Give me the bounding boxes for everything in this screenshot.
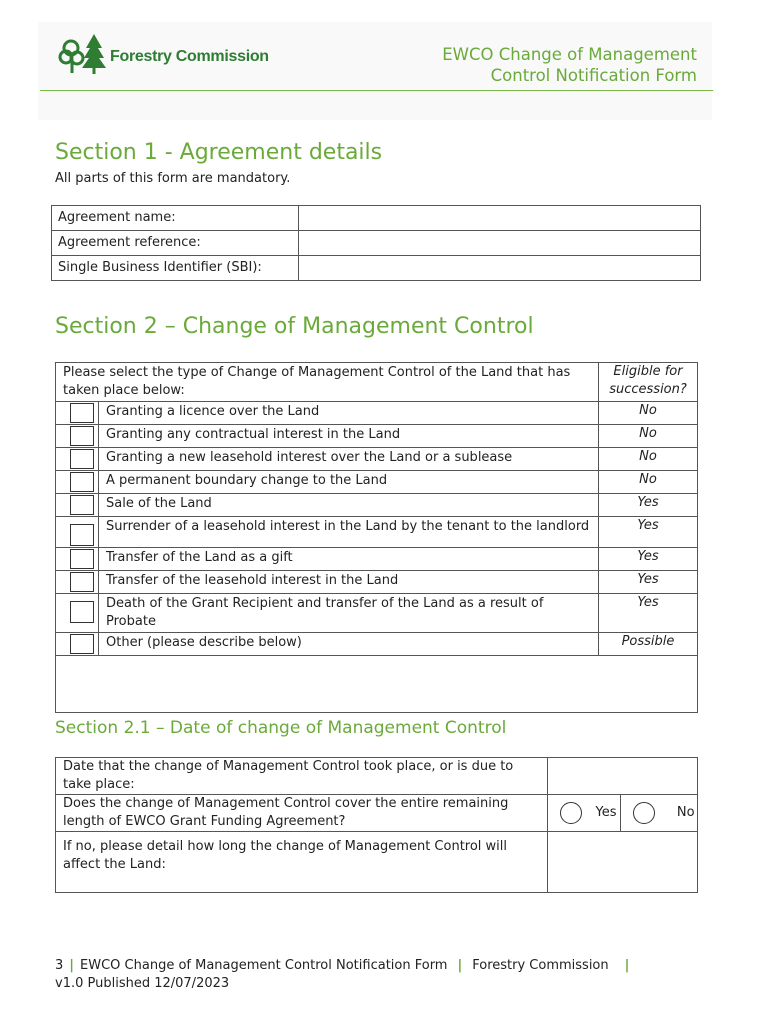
footer-version: v1.0 Published 12/07/2023 [55,976,230,991]
table-row [56,795,698,832]
option-label: A permanent boundary change to the Land [99,471,599,494]
option-label: Granting any contractual interest in the Land [99,425,599,448]
table-row [56,402,698,425]
cover-question: Does the change of Management Control cover the entire remaining length of EWCO Grant Funding Agreement? [56,795,548,832]
option-eligibility: Yes [599,548,698,571]
option-label: Transfer of the Land as a gift [99,548,599,571]
agreement-details-table [51,205,701,281]
date-field[interactable] [547,758,697,795]
detail-field[interactable] [547,832,697,893]
table-row [56,425,698,448]
section-2-1-heading: Section 2.1 – Date of change of Management Control [55,718,507,738]
option-checkbox-sale[interactable] [70,495,94,515]
option-label: Granting a licence over the Land [99,402,599,425]
form-title-line-2: Control Notification Form [490,66,697,85]
option-eligibility: Possible [599,633,698,656]
table-row [56,832,698,893]
agreement-reference-field[interactable] [299,231,701,256]
agreement-name-label: Agreement name: [52,206,299,231]
table-row [56,758,698,795]
no-label: No [676,805,695,820]
table-row [56,656,698,713]
change-type-table [55,362,698,713]
option-checkbox-contractual-interest[interactable] [70,426,94,446]
option-checkbox-licence[interactable] [70,403,94,423]
section-2-heading: Section 2 – Change of Management Control [55,314,534,339]
option-eligibility: No [599,471,698,494]
option-checkbox-surrender-leasehold[interactable] [70,524,94,546]
logo-wordmark: Forestry Commission [110,48,269,65]
option-label: Sale of the Land [99,494,599,517]
section-1-heading: Section 1 - Agreement details [55,140,383,165]
change-date-table [55,757,698,893]
yes-option[interactable] [547,795,620,832]
table-row [56,594,698,633]
yes-radio[interactable] [560,802,582,824]
table-header-row [56,363,698,402]
option-checkbox-death-probate[interactable] [70,601,94,623]
option-checkbox-boundary-change[interactable] [70,472,94,492]
option-label: Other (please describe below) [99,633,599,656]
footer-doc-title: EWCO Change of Management Control Notification Form [80,958,448,973]
option-eligibility: No [599,448,698,471]
no-option[interactable] [620,795,697,832]
detail-question: If no, please detail how long the change of Management Control will affect the Land: [56,832,548,893]
footer-line-1 [55,957,635,975]
eligible-header: Eligible for succession? [599,363,698,402]
no-radio[interactable] [633,802,655,824]
table-row [56,471,698,494]
option-label: Granting a new leasehold interest over the Land or a sublease [99,448,599,471]
table-row [52,256,701,281]
option-eligibility: Yes [599,494,698,517]
yes-label: Yes [595,805,617,820]
option-eligibility: No [599,425,698,448]
page-footer [55,957,635,993]
option-eligibility: No [599,402,698,425]
header-divider [40,90,713,91]
change-type-intro: Please select the type of Change of Management Control of the Land that has taken place below: [56,363,599,402]
footer-separator: | [69,958,75,973]
table-row [56,517,698,548]
tree-logo-icon [58,32,106,76]
table-row [56,448,698,471]
form-title [442,44,697,86]
forestry-commission-logo [58,32,269,76]
date-question: Date that the change of Management Control took place, or is due to take place: [56,758,548,795]
other-description-field[interactable] [56,656,698,713]
form-title-line-1: EWCO Change of Management [442,45,697,64]
table-row [52,206,701,231]
sbi-field[interactable] [299,256,701,281]
table-row [56,571,698,594]
option-label: Death of the Grant Recipient and transfer of the Land as a result of Probate [99,594,599,633]
option-eligibility: Yes [599,594,698,633]
mandatory-note: All parts of this form are mandatory. [55,171,291,186]
footer-separator: | [457,958,463,973]
option-eligibility: Yes [599,571,698,594]
agreement-name-field[interactable] [299,206,701,231]
option-eligibility: Yes [599,517,698,548]
page-number: 3 [55,958,64,973]
sbi-label: Single Business Identifier (SBI): [52,256,299,281]
footer-org: Forestry Commission [472,958,609,973]
table-row [56,633,698,656]
table-row [52,231,701,256]
footer-separator: | [624,958,630,973]
option-checkbox-transfer-leasehold[interactable] [70,572,94,592]
table-row [56,494,698,517]
option-label: Surrender of a leasehold interest in the Land by the tenant to the landlord [99,517,599,548]
option-checkbox-leasehold-sublease[interactable] [70,449,94,469]
option-label: Transfer of the leasehold interest in the Land [99,571,599,594]
agreement-reference-label: Agreement reference: [52,231,299,256]
option-checkbox-gift[interactable] [70,549,94,569]
option-checkbox-other[interactable] [70,634,94,654]
table-row [56,548,698,571]
